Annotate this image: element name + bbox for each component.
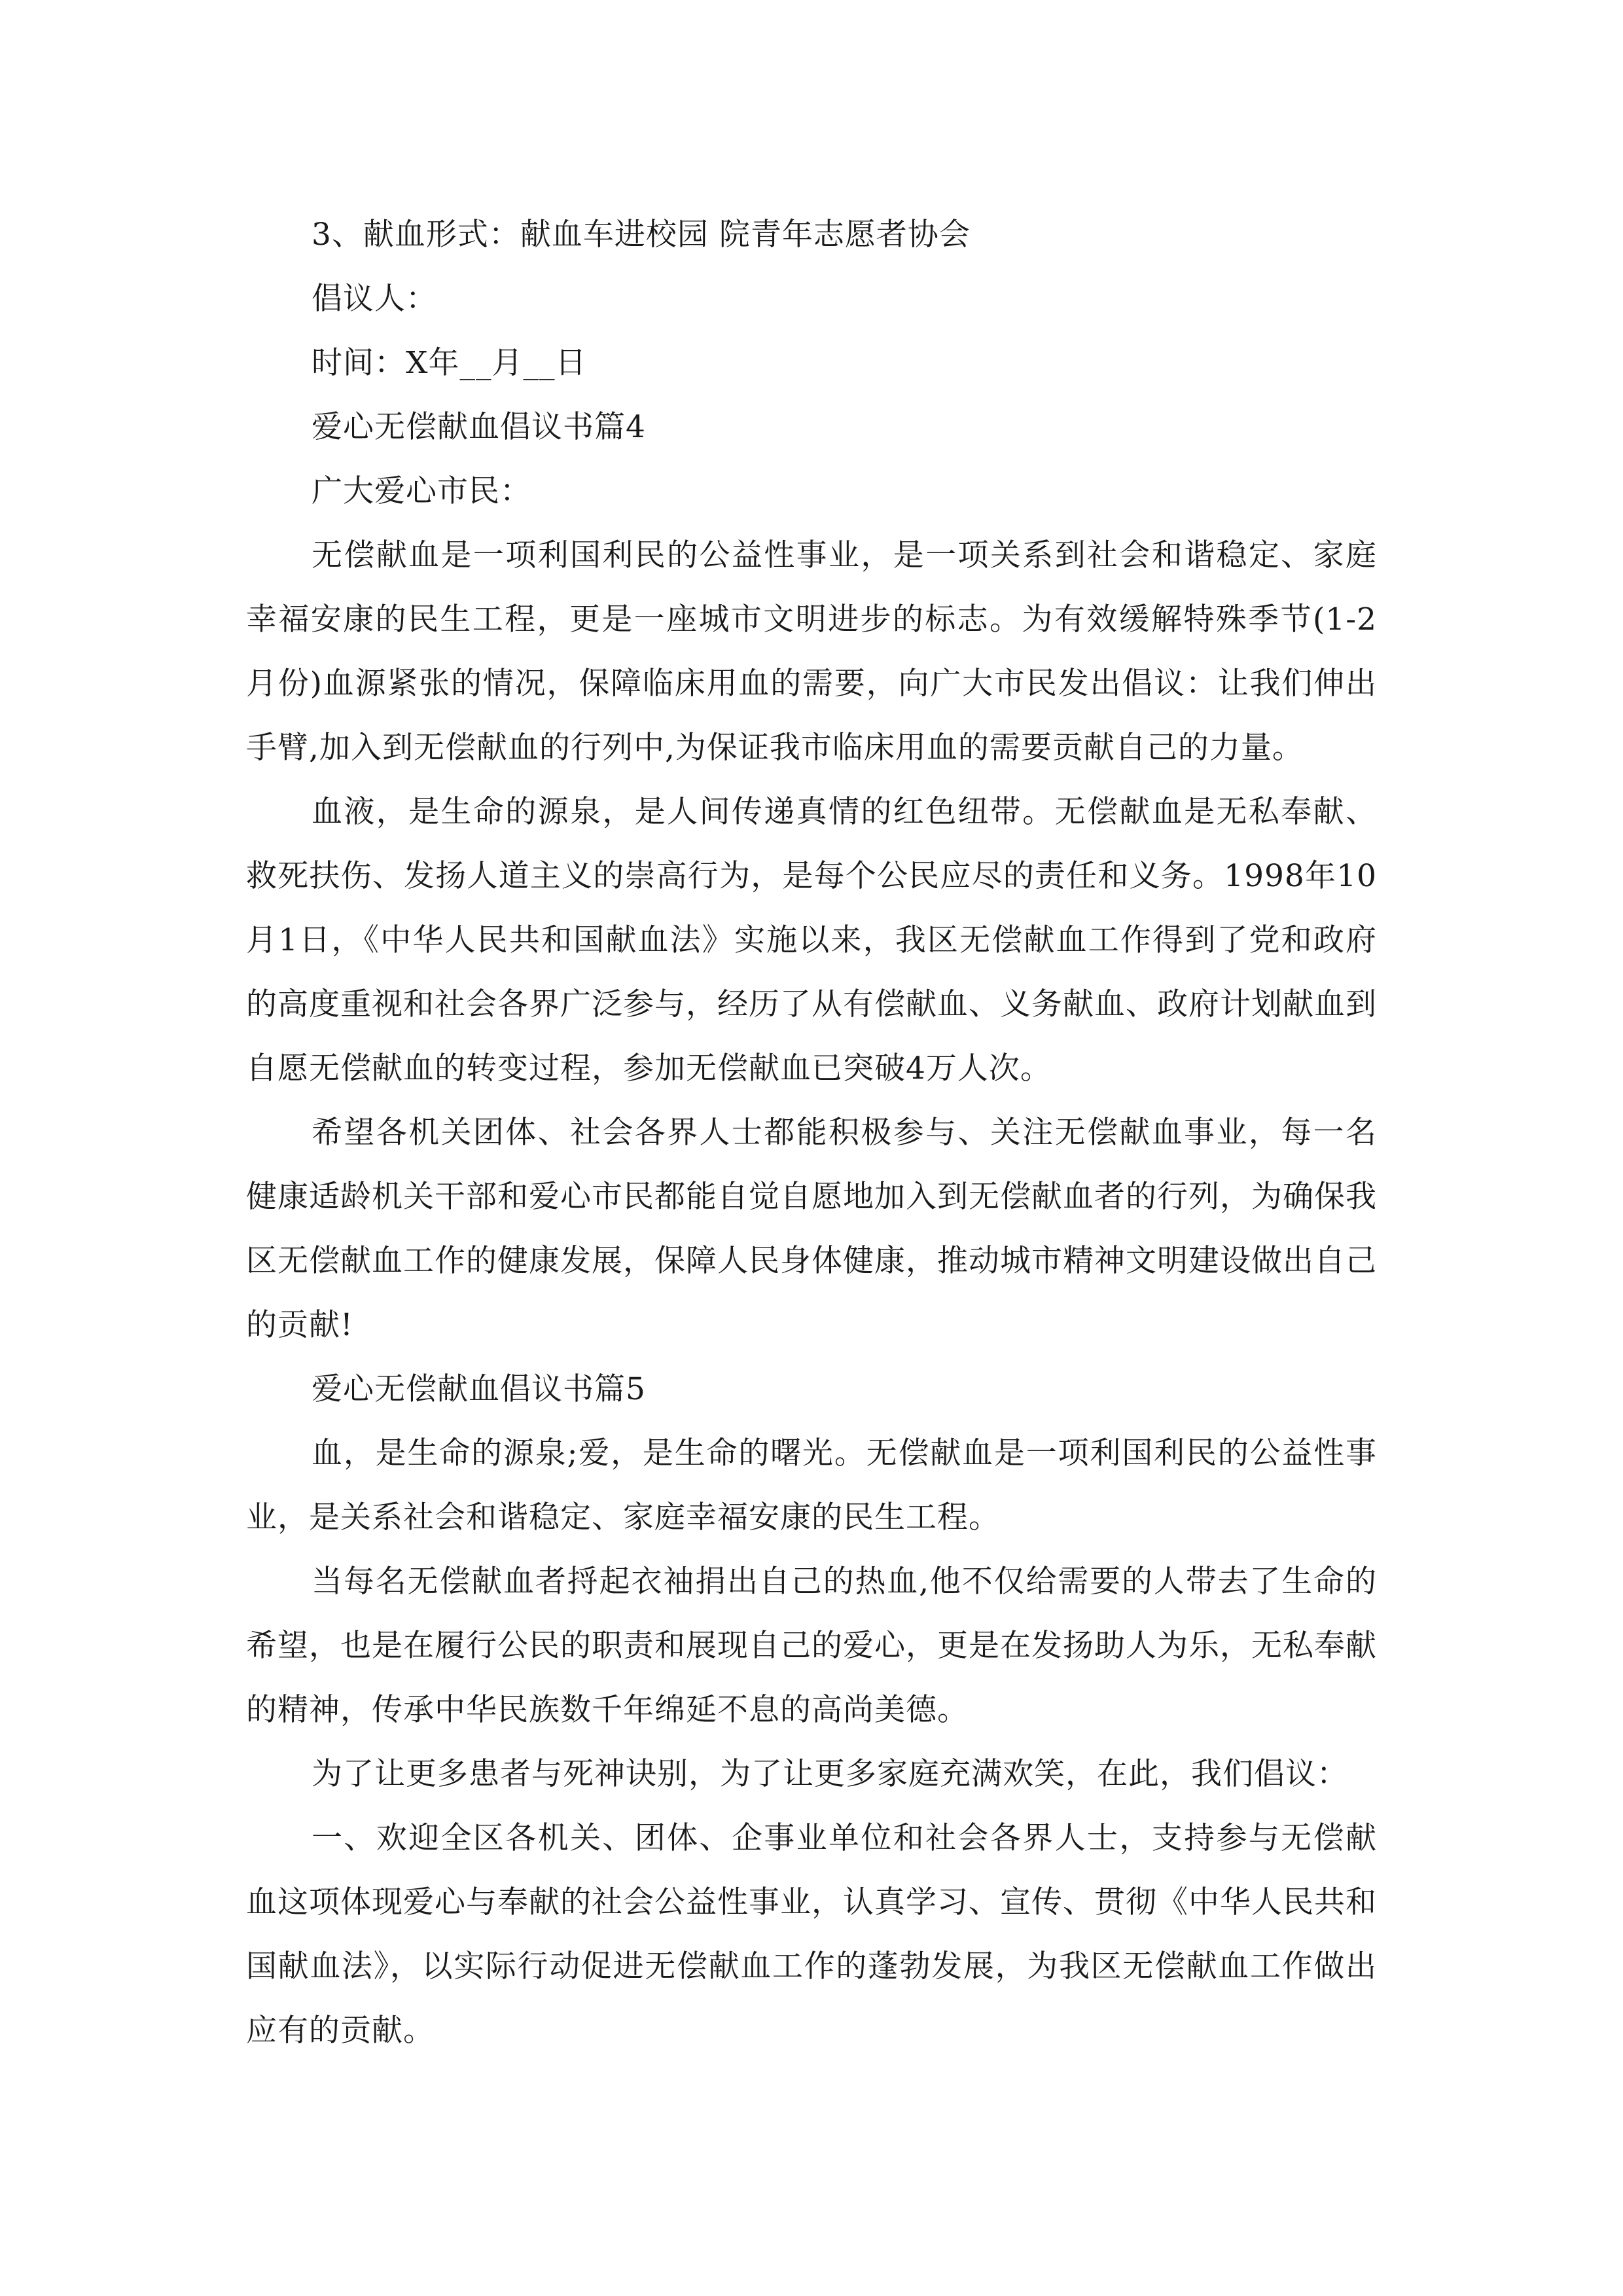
initiator-line: 倡议人： bbox=[312, 281, 437, 317]
section-heading-5: 爱心无偿献血倡议书篇5 bbox=[312, 1371, 646, 1407]
paragraph: 血，是生命的源泉;爱，是生命的曙光。无偿献血是一项利国利民的公益性事业，是关系社会和谐稳定、家庭幸福安康的民生工程。 bbox=[246, 1435, 1377, 1535]
paragraph: 一、欢迎全区各机关、团体、企事业单位和社会各界人士，支持参与无偿献血这项体现爱心与奉献的社会公益性事业，认真学习、宣传、贯彻《中华人民共和国献血法》，以实际行动促进无偿献血工作的蓬勃发展，为我区无偿献血工作做出应有的贡献。 bbox=[246, 1820, 1377, 2049]
paragraph: 为了让更多患者与死神诀别，为了让更多家庭充满欢笑，在此，我们倡议： bbox=[312, 1756, 1348, 1792]
date-line: 时间：X年__月__日 bbox=[312, 345, 587, 381]
paragraph: 当每名无偿献血者捋起衣袖捐出自己的热血,他不仅给需要的人带去了生命的希望，也是在履行公民的职责和展现自己的爱心，更是在发扬助人为乐，无私奉献的精神，传承中华民族数千年绵延不息的高尚美德。 bbox=[246, 1564, 1377, 1728]
salutation: 广大爱心市民： bbox=[312, 473, 531, 509]
paragraph: 无偿献血是一项利国利民的公益性事业，是一项关系到社会和谐稳定、家庭幸福安康的民生工程，更是一座城市文明进步的标志。为有效缓解特殊季节(1-2月份)血源紧张的情况，保障临床用血的需要，向广大市民发出倡议：让我们伸出手臂,加入到无偿献血的行列中,为保证我市临床用血的需要贡献自己的力量。 bbox=[246, 537, 1377, 766]
document-body bbox=[246, 203, 1377, 2063]
section-heading-4: 爱心无偿献血倡议书篇4 bbox=[312, 409, 646, 445]
donation-form-line: 3、献血形式：献血车进校园 院青年志愿者协会 bbox=[312, 217, 971, 253]
paragraph: 希望各机关团体、社会各界人士都能积极参与、关注无偿献血事业，每一名健康适龄机关干部和爱心市民都能自觉自愿地加入到无偿献血者的行列，为确保我区无偿献血工作的健康发展，保障人民身体健康，推动城市精神文明建设做出自己的贡献! bbox=[246, 1115, 1377, 1343]
paragraph: 血液，是生命的源泉，是人间传递真情的红色纽带。无偿献血是无私奉献、救死扶伤、发扬人道主义的崇高行为，是每个公民应尽的责任和义务。1998年10月1日，《中华人民共和国献血法》实施以来，我区无偿献血工作得到了党和政府的高度重视和社会各界广泛参与，经历了从有偿献血、义务献血、政府计划献血到自愿无偿献血的转变过程，参加无偿献血已突破4万人次。 bbox=[246, 794, 1377, 1086]
